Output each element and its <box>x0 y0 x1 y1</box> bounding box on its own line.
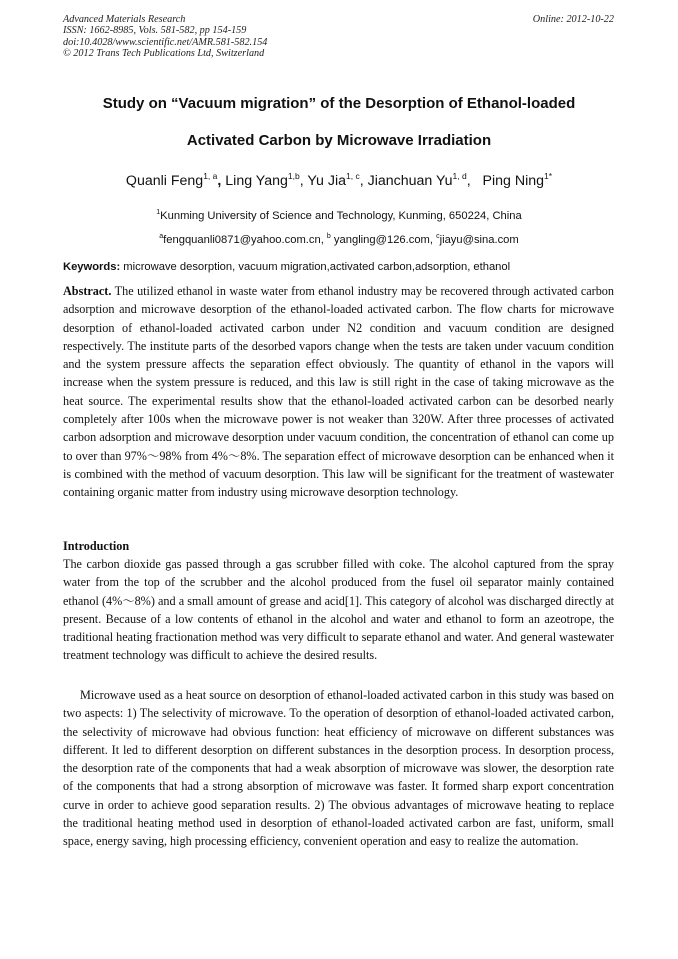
email-mark: b <box>326 233 331 240</box>
online-date: Online: 2012-10-22 <box>532 14 614 25</box>
email-mark: a <box>159 233 164 240</box>
doi-line: doi:10.4028/www.scientific.net/AMR.581-582.154 <box>63 36 268 48</box>
author-affil-mark: 1* <box>544 171 553 181</box>
author-name: Ling Yang <box>225 173 288 189</box>
author-name: Yu Jia <box>307 173 346 189</box>
email-mark: c <box>436 233 440 240</box>
paper-title-line-2: Activated Carbon by Microwave Irradiation <box>186 132 492 149</box>
author-name: Jianchuan Yu <box>367 173 453 189</box>
journal-header <box>63 14 267 60</box>
keywords-label: Keywords: <box>63 261 121 273</box>
issn-line: ISSN: 1662-8985, Vols. 581-582, pp 154-159 <box>63 25 247 37</box>
affiliation-text: Kunming University of Science and Technology, Kunming, 650224, China <box>160 210 522 222</box>
author-list: Quanli Feng$^{1, a}$, Ling Yang$^{1,b}$, Yu Jia$^{1, c}$, Jianchuan Yu$^{1, d}$, Ping Ning$^{1*}$ <box>125 171 553 189</box>
abstract-text: The utilized ethanol in waste water from ethanol industry may be recovered through activated carbon adsorption and microwave desorption of the ethanol-loaded activated carbon. The flow charts for microwave desorption of ethanol-loaded activated carbon under N2 condition and vacuum condition are designed respectively. The institute parts of the desorbed vapors change when the tests are taken under vacuum condition and the system pressure affects the separation effect obviously. The quantity of ethanol in the vapors will increase when the system pressure is reduced, and this law is still right in the case of taking microwave as the heat source. The experimental results show that the ethanol-loaded activated carbon can be desorbed nearly completely after 100s when the microwave power is not weaker than 320W. After three processes of activated carbon adsorption and microwave desorption under vacuum condition, the concentration of ethanol can come up to over than 97%～98% from 4%～8%. The separation effect of microwave desorption can be enhanced when it is combined with the method of vacuum desorption. This law will be significant for the treatment of wastewater containing organic matter from industry using microwave desorption technology. <box>63 284 614 500</box>
introduction-paragraph-2: Microwave used as a heat source on desorption of ethanol-loaded activated carbon in this study was based on two aspects: 1) The selectivity of microwave. To the operation of desorption of ethanol-loaded activated carbon, the selectivity of microwave had obvious function: heat efficiency of microwave on different substances was different. It led to different desorption on different substances in the desorption process. In desorption process, the desorption rate of the components that had a weak absorption of microwave was slower, the desorption rate of the components that had a strong absorption of microwave was faster. It formed sharp export concentration curve in order to achieve good separation results. 2) The obvious advantages of microwave heating to replace the traditional heating method used in desorption of ethanol-loaded activated carbon are fast, uniform, small space, energy saving, high processing efficiency, convenient operation and easy to realize the automation. <box>63 688 614 849</box>
author-name: Quanli Feng <box>125 173 204 189</box>
paper-title-line-1: Study on “Vacuum migration” of the Desorption of Ethanol-loaded <box>102 95 576 112</box>
email-a: fengquanli0871@yahoo.com.cn, <box>163 234 327 246</box>
journal-name: Advanced Materials Research <box>63 14 186 25</box>
abstract <box>63 282 614 502</box>
section-heading-introduction: Introduction <box>63 539 130 553</box>
author-emails <box>40 233 638 247</box>
author-name: Ping Ning <box>482 173 545 189</box>
author-affil-mark: 1,b <box>287 171 300 181</box>
affiliation-mark: 1 <box>156 209 161 216</box>
author-affil-mark: 1, c <box>346 171 360 181</box>
keywords <box>63 260 615 274</box>
author-affil-mark: 1, a <box>203 171 218 181</box>
affiliation <box>40 209 638 223</box>
abstract-label: Abstract. <box>63 284 112 298</box>
author-affil-mark: 1, d <box>452 171 467 181</box>
copyright-line: © 2012 Trans Tech Publications Ltd, Switzerland <box>63 48 265 60</box>
email-b: yangling@126.com, <box>330 234 437 246</box>
email-c: jiayu@sina.com <box>439 234 519 246</box>
introduction-paragraph-1: The carbon dioxide gas passed through a gas scrubber filled with coke. The alcohol captured from the spray water from the top of the scrubber and the alcohol produced from the fusel oil separator mainly contained ethanol (4%～8%) and a small amount of grease and acid[1]. This category of alcohol was discharged directly at present. Because of a low contents of ethanol in the alcohol and water and ethanol to form an azeotrope, the traditional heating fractionation method was very difficult to separate ethanol and water. And general wastewater treatment technology was difficult to achieve the desired results. <box>63 557 614 663</box>
keywords-text: microwave desorption, vacuum migration,activated carbon,adsorption, ethanol <box>120 261 511 273</box>
